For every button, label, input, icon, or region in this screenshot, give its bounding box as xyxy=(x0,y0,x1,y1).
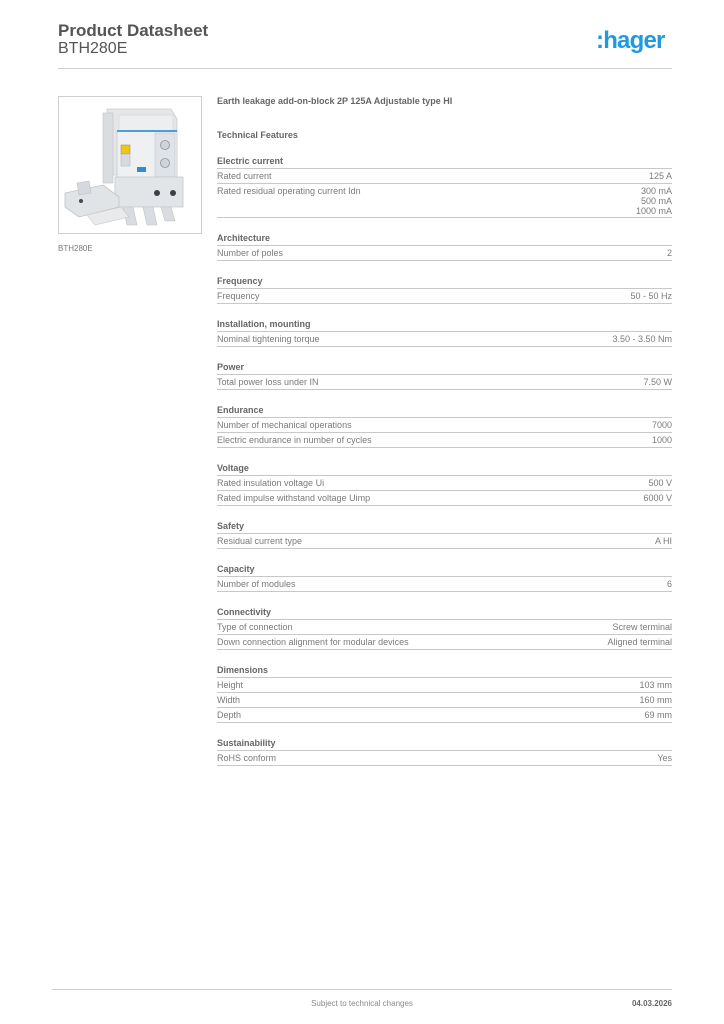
feature-value xyxy=(612,334,672,344)
section-title: Safety xyxy=(217,520,672,534)
feature-value-line: 500 mA xyxy=(640,196,672,206)
product-image xyxy=(58,96,202,234)
feature-section xyxy=(217,361,672,390)
feature-section xyxy=(217,318,672,347)
footer-date: 04.03.2026 xyxy=(631,999,672,1008)
feature-value-line: 1000 xyxy=(651,435,672,445)
feature-label: Rated impulse withstand voltage Uimp xyxy=(217,493,371,503)
technical-features-heading: Technical Features xyxy=(217,130,298,140)
feature-label: Type of connection xyxy=(217,622,293,632)
feature-row xyxy=(217,620,672,635)
feature-value-line: Screw terminal xyxy=(612,622,672,632)
feature-label: RoHS conform xyxy=(217,753,277,763)
feature-section xyxy=(217,606,672,650)
feature-value xyxy=(652,420,672,430)
feature-value xyxy=(639,680,672,690)
feature-value-line: 500 V xyxy=(648,478,672,488)
feature-value-line: 2 xyxy=(666,248,672,258)
section-title: Architecture xyxy=(217,232,672,246)
feature-section xyxy=(217,404,672,448)
feature-value xyxy=(636,186,672,216)
feature-value-line: Yes xyxy=(657,753,672,763)
feature-value-line: 6 xyxy=(666,579,672,589)
feature-row xyxy=(217,476,672,491)
feature-value-line: 6000 V xyxy=(643,493,672,503)
section-title: Power xyxy=(217,361,672,375)
feature-label: Total power loss under IN xyxy=(217,377,319,387)
feature-value-line: 3.50 - 3.50 Nm xyxy=(612,334,672,344)
feature-row xyxy=(217,534,672,549)
feature-value-line: 50 - 50 Hz xyxy=(630,291,672,301)
feature-section xyxy=(217,155,672,218)
feature-sections xyxy=(217,155,672,766)
feature-value xyxy=(644,710,672,720)
feature-value xyxy=(643,493,672,503)
feature-value xyxy=(648,478,672,488)
feature-row xyxy=(217,708,672,723)
product-code: BTH280E xyxy=(58,40,128,57)
feature-label: Rated residual operating current Idn xyxy=(217,186,361,196)
feature-row xyxy=(217,375,672,390)
feature-value xyxy=(612,622,672,632)
feature-label: Height xyxy=(217,680,244,690)
feature-value xyxy=(657,753,672,763)
datasheet-content xyxy=(217,95,672,766)
hager-logo: :hager xyxy=(596,27,665,54)
feature-row xyxy=(217,678,672,693)
feature-value-line: 1000 mA xyxy=(635,206,672,216)
feature-label: Frequency xyxy=(217,291,260,301)
feature-value-line: 7000 xyxy=(651,420,672,430)
feature-value-line: A HI xyxy=(654,536,672,546)
feature-value-line: Aligned terminal xyxy=(607,637,672,647)
section-title: Electric current xyxy=(217,155,672,169)
feature-value-line: 300 mA xyxy=(640,186,672,196)
feature-row xyxy=(217,246,672,261)
section-title: Dimensions xyxy=(217,664,672,678)
feature-row xyxy=(217,635,672,650)
section-title: Frequency xyxy=(217,275,672,289)
feature-row xyxy=(217,433,672,448)
feature-value-line: 125 A xyxy=(648,171,672,181)
feature-label: Depth xyxy=(217,710,242,720)
document-title: Product Datasheet xyxy=(58,21,209,40)
feature-section xyxy=(217,563,672,592)
feature-value-line: 69 mm xyxy=(644,710,672,720)
section-title: Endurance xyxy=(217,404,672,418)
feature-section xyxy=(217,462,672,506)
feature-section xyxy=(217,737,672,766)
feature-label: Rated current xyxy=(217,171,272,181)
feature-value xyxy=(649,171,672,181)
feature-label: Nominal tightening torque xyxy=(217,334,320,344)
feature-label: Width xyxy=(217,695,241,705)
feature-label: Number of mechanical operations xyxy=(217,420,352,430)
product-image-caption: BTH280E xyxy=(58,244,93,253)
feature-value xyxy=(655,536,672,546)
feature-row xyxy=(217,289,672,304)
feature-value xyxy=(643,377,672,387)
feature-value xyxy=(667,248,672,258)
feature-row xyxy=(217,169,672,184)
feature-label: Rated insulation voltage Ui xyxy=(217,478,325,488)
feature-section xyxy=(217,520,672,549)
feature-value xyxy=(607,637,672,647)
section-title: Voltage xyxy=(217,462,672,476)
footer-note: Subject to technical changes xyxy=(311,999,413,1008)
feature-section xyxy=(217,275,672,304)
feature-row xyxy=(217,418,672,433)
feature-row xyxy=(217,332,672,347)
feature-label: Number of modules xyxy=(217,579,296,589)
feature-value xyxy=(639,695,672,705)
section-title: Connectivity xyxy=(217,606,672,620)
section-title: Capacity xyxy=(217,563,672,577)
feature-row xyxy=(217,491,672,506)
product-photo-icon xyxy=(59,97,201,233)
feature-value-line: 160 mm xyxy=(639,695,672,705)
feature-section xyxy=(217,232,672,261)
feature-value-line: 103 mm xyxy=(639,680,672,690)
footer-divider xyxy=(52,989,672,990)
feature-row xyxy=(217,751,672,766)
feature-value-line: 7.50 W xyxy=(643,377,672,387)
feature-row xyxy=(217,184,672,218)
feature-value xyxy=(630,291,672,301)
feature-label: Residual current type xyxy=(217,536,303,546)
feature-row xyxy=(217,577,672,592)
section-title: Installation, mounting xyxy=(217,318,672,332)
feature-label: Down connection alignment for modular devices xyxy=(217,637,409,647)
feature-label: Number of poles xyxy=(217,248,284,258)
feature-section xyxy=(217,664,672,723)
header-divider xyxy=(58,68,672,69)
product-description: Earth leakage add-on-block 2P 125A Adjustable type HI xyxy=(217,96,453,106)
feature-label: Electric endurance in number of cycles xyxy=(217,435,372,445)
feature-row xyxy=(217,693,672,708)
section-title: Sustainability xyxy=(217,737,672,751)
feature-value xyxy=(652,435,672,445)
feature-value xyxy=(667,579,672,589)
